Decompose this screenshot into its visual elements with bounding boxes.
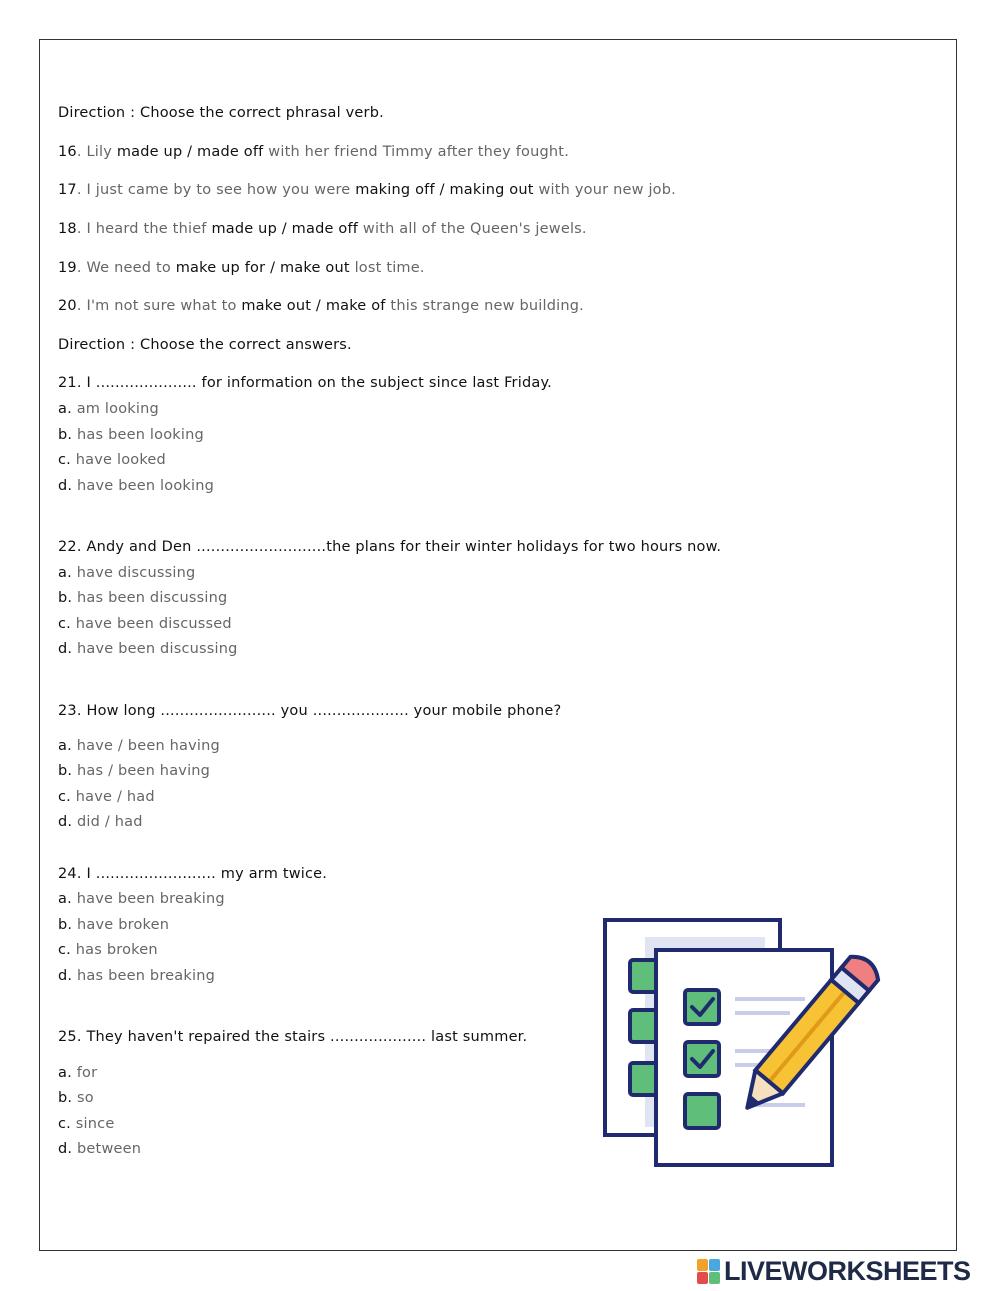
option-21b[interactable]: b. has been looking [58,427,204,443]
choice-17[interactable]: making off / making out [355,182,534,198]
direction-phrasal-verb: Direction : Choose the correct phrasal verb. [58,105,384,121]
option-25b[interactable]: b. so [58,1090,94,1106]
option-25c[interactable]: c. since [58,1116,115,1132]
option-21d[interactable]: d. have been looking [58,478,215,494]
option-25a[interactable]: a. for [58,1065,98,1081]
question-21: 21. I ..................... for information on the subject since last Friday. [58,375,552,391]
option-23c[interactable]: c. have / had [58,789,155,805]
liveworksheets-logo[interactable] [697,1258,971,1284]
question-19: 19. We need to make up for / make out lost time. [58,260,425,276]
choice-20[interactable]: make out / make of [241,298,386,314]
option-21c[interactable]: c. have looked [58,452,166,468]
option-22b[interactable]: b. has been discussing [58,590,228,606]
choice-19[interactable]: make up for / make out [175,260,350,276]
question-22: 22. Andy and Den ...........................the plans for their winter holidays for two hours now. [58,539,722,555]
option-23d[interactable]: d. did / had [58,814,143,830]
option-24d[interactable]: d. has been breaking [58,968,215,984]
question-25: 25. They haven't repaired the stairs .................... last summer. [58,1029,528,1045]
option-23b[interactable]: b. has / been having [58,763,211,779]
choice-16[interactable]: made up / made off [116,144,264,160]
option-22c[interactable]: c. have been discussed [58,616,232,632]
logo-blocks-icon [697,1259,720,1284]
checkbox-icon [685,1094,719,1128]
question-18: 18. I heard the thief made up / made off with all of the Queen's jewels. [58,221,587,237]
option-24a[interactable]: a. have been breaking [58,891,225,907]
question-17: 17. I just came by to see how you were making off / making out with your new job. [58,182,676,198]
checkbox-icon [685,1042,719,1076]
logo-text: LIVEWORKSHEETS [724,1256,971,1286]
checkbox-icon [685,990,719,1024]
question-20: 20. I'm not sure what to make out / make of this strange new building. [58,298,584,314]
option-24b[interactable]: b. have broken [58,917,170,933]
question-24: 24. I ......................... my arm twice. [58,866,328,882]
choice-18[interactable]: made up / made off [211,221,359,237]
option-21a[interactable]: a. am looking [58,401,159,417]
checklist-pencil-illustration [600,915,890,1170]
option-25d[interactable]: d. between [58,1141,142,1157]
option-22a[interactable]: a. have discussing [58,565,196,581]
question-23: 23. How long ........................ you .................... your mobile phone? [58,703,562,719]
option-23a[interactable]: a. have / been having [58,738,220,754]
option-22d[interactable]: d. have been discussing [58,641,238,657]
question-16: 16. Lily made up / made off with her friend Timmy after they fought. [58,144,569,160]
option-24c[interactable]: c. has broken [58,942,158,958]
direction-correct-answers: Direction : Choose the correct answers. [58,337,352,353]
